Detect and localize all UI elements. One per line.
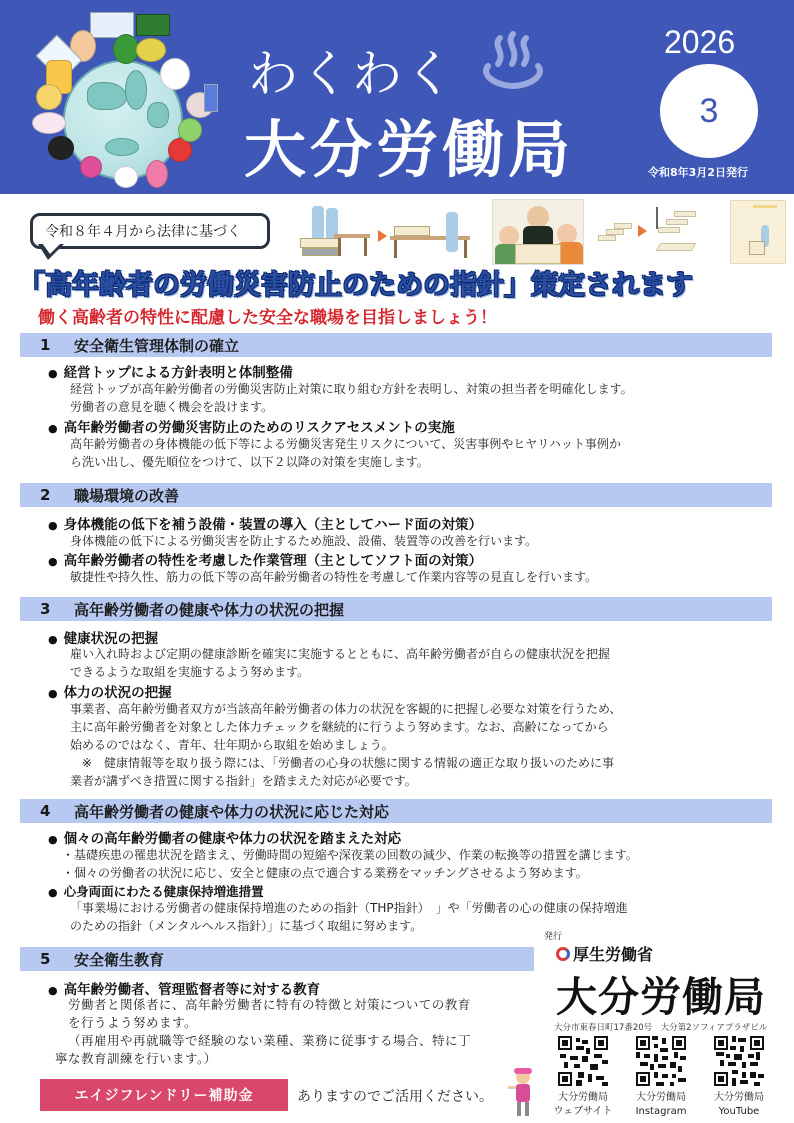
- body-line: ら洗い出し、優先順位をつけて、以下２以降の対策を実施します。: [70, 455, 429, 469]
- bullet-heading: ● 身体機能の低下を補う設備・装置の導入（主としてハード面の対策）: [48, 513, 482, 533]
- qr-caption-line1: 大分労働局: [714, 1092, 764, 1103]
- body-line: 雇い入れ時および定期の健康診断を確実に実施するとともに、高年齢労働者が自らの健康状況を把握: [70, 647, 611, 661]
- globe-mascots-illustration: [18, 8, 223, 193]
- section-title: 安全衛生教育: [74, 950, 165, 969]
- body-line: ・個々の労働者の状況に応じ、安全と健康の点で適合する業務をマッチングさせるよう努めます。: [62, 866, 588, 880]
- subheadline: 働く高齢者の特性に配慮した安全な職場を目指しましょう！: [38, 308, 497, 328]
- qr-caption-youtube: [704, 1091, 774, 1119]
- section-number: 3: [40, 600, 51, 618]
- speech-bubble-tail-inner: [42, 243, 61, 254]
- qr-code-youtube[interactable]: [714, 1036, 764, 1086]
- issue-number-badge: [660, 64, 758, 158]
- section-title: 安全衛生管理体制の確立: [74, 336, 240, 355]
- section-header-3: [20, 597, 772, 621]
- publisher-label: 発行: [544, 932, 563, 942]
- ministry-name: [556, 942, 653, 965]
- section-header-5: [20, 947, 534, 971]
- body-line: 寧な教育訓練を行います。）: [55, 1051, 217, 1066]
- body-line: 事業者、高年齢労働者双方が当該高年齢労働者の体力の状況を客観的に把握し必要な対策を行うため、: [70, 702, 622, 716]
- body-line: 主に高年齢労働者を対象とした体力チェックを継続的に行うよう努めます。なお、高齢になってから: [70, 720, 609, 734]
- body-line: 経営トップが高年齢労働者の労働災害防止対策に取り組む方針を表明し、対策の担当者を明確化します。: [70, 382, 633, 396]
- bullet-heading: ● 経営トップによる方針表明と体制整備: [48, 361, 293, 381]
- body-line: のための指針（メンタルヘルス指針）」に基づく取組に努めます。: [70, 919, 423, 933]
- bullet-heading: ● 健康状況の把握: [48, 627, 158, 647]
- section-title: 職場環境の改善: [74, 486, 180, 505]
- qr-caption-instagram: [626, 1091, 696, 1119]
- body-line: 労働者と関係者に、高年齢労働者に特有の特徴と対策についての教育: [68, 997, 471, 1012]
- section-number: 5: [40, 950, 51, 968]
- body-line: 労働者の意見を聴く機会を設けます。: [70, 400, 274, 414]
- section-number: 2: [40, 486, 51, 504]
- bureau-address: 大分市東春日町17番20号 大分第2ソフィアプラザビル: [554, 1023, 768, 1033]
- qr-caption-line2: YouTube: [718, 1106, 760, 1117]
- qr-caption-line1: 大分労働局: [558, 1092, 608, 1103]
- speech-bubble: [30, 213, 270, 249]
- body-line: ※ 健康情報等を取り扱う際には、「労働者の心身の状態に関する情報の適正な取り扱いのために事: [70, 756, 615, 770]
- section-header-1: [20, 333, 772, 357]
- issue-year: 2026: [664, 24, 736, 60]
- body-line: （再雇用や再就職等で経験のない業種、業務に従事する場合、特に丁: [68, 1033, 472, 1048]
- body-line: 高年齢労働者の身体機能の低下等による労働災害発生リスクについて、災害事例やヒヤリハット事例か: [70, 437, 621, 451]
- newsletter-title-line1: わくわく: [248, 45, 456, 103]
- qr-code-instagram[interactable]: [636, 1036, 686, 1086]
- section-header-4: [20, 799, 772, 823]
- bullet-heading: ● 高年齢労働者、管理監督者等に対する教育: [48, 978, 320, 998]
- bullet-heading: ● 高年齢労働者の特性を考慮した作業管理（主としてソフト面の対策）: [48, 549, 482, 569]
- meeting-illustration: [492, 199, 584, 265]
- qr-code-website[interactable]: [558, 1036, 608, 1086]
- section-title: 高年齢労働者の健康や体力の状況の把握: [74, 600, 345, 619]
- qr-caption-line2: Instagram: [635, 1106, 687, 1117]
- bullet-heading: ● 心身両面にわたる健康保持増進措置: [48, 882, 264, 900]
- section-number: 1: [40, 336, 51, 354]
- body-line: 「事業場における労働者の健康保持増進のための指針（THP指針） 」や「労働者の心の健康の保持増進: [70, 901, 628, 915]
- qr-caption-line2: ウェブサイト: [553, 1106, 613, 1117]
- issue-number: 3: [699, 91, 719, 130]
- main-headline: 「高年齢者の労働災害防止のための指針」策定されます: [18, 270, 693, 301]
- body-line: 始めるのではなく、青年、壮年期から取組を始めましょう。: [70, 738, 394, 752]
- cart-corridor-illustration: [730, 200, 786, 264]
- section-title: 高年齢労働者の健康や体力の状況に応じた対応: [74, 802, 390, 821]
- body-line: を行うよう努めます。: [68, 1015, 198, 1030]
- hot-spring-icon: [478, 30, 548, 90]
- newsletter-title-line2: 大分労働局: [244, 113, 575, 186]
- body-line: 業者が講ずべき措置に関する指針」を踏まえた対応が必要です。: [70, 774, 417, 788]
- subsidy-badge: エイジフレンドリー補助金: [40, 1079, 288, 1111]
- section-number: 4: [40, 802, 51, 820]
- bullet-heading: ● 個々の高年齢労働者の健康や体力の状況を踏まえた対応: [48, 827, 401, 847]
- header-banner: [0, 0, 794, 194]
- stairs-to-ramp-illustration: [594, 205, 724, 260]
- mascot-girl-icon: [508, 1068, 538, 1118]
- qr-caption-line1: 大分労働局: [636, 1092, 686, 1103]
- body-line: 敏捷性や持久性、筋力の低下等の高年齢労働者の特性を考慮して作業内容等の見直しを行います。: [70, 570, 598, 584]
- ministry-logo-icon: [556, 947, 570, 961]
- ministry-text: 厚生労働省: [573, 945, 654, 964]
- issue-date: 令和8年3月2日発行: [648, 166, 748, 179]
- body-line: できるような取組を実施するよう努めます。: [70, 665, 310, 679]
- arrow-right-icon: [638, 225, 647, 237]
- body-line: 身体機能の低下による労働災害を防止するため施設、設備、装置等の改善を行います。: [70, 534, 538, 548]
- arrow-right-icon: [378, 230, 387, 242]
- bullet-heading: ● 体力の状況の把握: [48, 681, 172, 701]
- body-line: ・基礎疾患の罹患状況を踏まえ、労働時間の短縮や深夜業の回数の減少、作業の転換等の措置を講じます。: [62, 848, 638, 862]
- speech-bubble-text: 令和８年４月から法律に基づく: [45, 224, 241, 240]
- workers-lifting-illustration: [298, 204, 478, 262]
- bullet-heading: ● 高年齢労働者の労働災害防止のためのリスクアセスメントの実施: [48, 416, 455, 436]
- section-header-2: [20, 483, 772, 507]
- qr-caption-website: [548, 1091, 618, 1119]
- bureau-name: 大分労働局: [556, 973, 766, 1021]
- subsidy-text: ありますのでご活用ください。: [297, 1089, 493, 1105]
